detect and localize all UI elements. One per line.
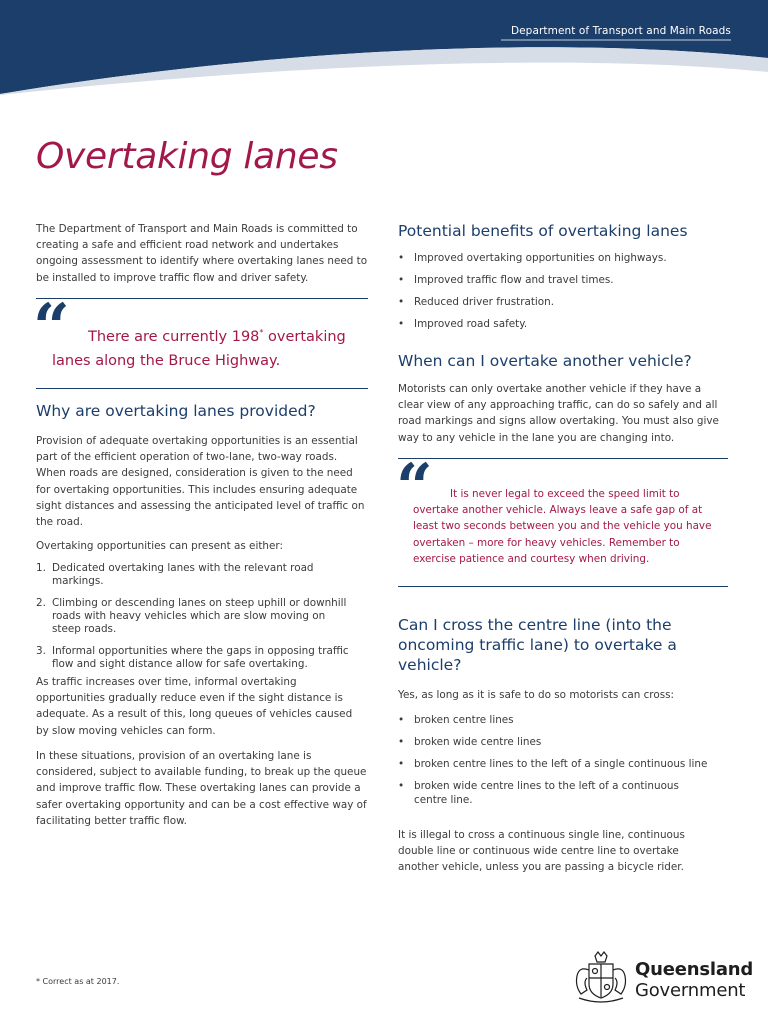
divider (398, 586, 728, 587)
list-item (36, 597, 356, 636)
when-paragraph: Motorists can only overtake another vehicle if they have a clear view of any approaching traffic, can do so safely and all road markings and signs allow overtaking. You must also give way to any vehicle in the lane you are changing into. (398, 383, 719, 444)
list-number: 1. (36, 562, 46, 574)
logo-line-2: Government (635, 980, 746, 1001)
why-heading: Why are overtaking lanes provided? (36, 402, 316, 420)
opportunities-list (36, 562, 356, 671)
header-swoosh-graphic (0, 0, 768, 95)
benefits-heading: Potential benefits of overtaking lanes (398, 222, 688, 240)
when-quote: It is never legal to exceed the speed limit to overtake another vehicle. Always leave a safe gap of at least two seconds between you and the vehicle you have overtaken – more for heavy vehicles. Remember to exercise patience and courtesy when driving. (413, 488, 712, 565)
intro-paragraph: The Department of Transport and Main Roads is committed to creating a safe and efficient road network and undertakes ongoing assessment to identify where overtaking lanes need to be installed to improve traffic flow and driver safety. (36, 223, 368, 284)
list-item: • Improved overtaking opportunities on highways. (398, 251, 728, 265)
quote-icon: “ (396, 450, 433, 525)
divider (398, 458, 728, 459)
coat-of-arms-icon (571, 950, 631, 1006)
list-item (36, 645, 356, 671)
divider (36, 388, 368, 389)
list-item: • Reduced driver frustration. (398, 295, 728, 309)
list-item (36, 562, 356, 588)
list-item: • Improved traffic flow and travel times. (398, 273, 728, 287)
pull-quote (52, 321, 362, 373)
cross-list (398, 713, 728, 807)
list-number: 2. (36, 597, 46, 609)
why-paragraph-3: As traffic increases over time, informal overtaking opportunities gradually reduce even if the sight distance is adequate. As a result of this, long queues of vehicles caused by slow moving vehicles can form. (36, 676, 353, 737)
list-text: Dedicated overtaking lanes with the relevant road markings. (52, 562, 314, 587)
pull-quote-text-before: There are currently 198 (88, 328, 260, 345)
why-paragraph-4: In these situations, provision of an overtaking lane is considered, subject to available funding, to break up the queue and improve traffic flow. These overtaking lanes can provide a safer overtaking opportunity and can be a cost effective way of facilitating better traffic flow. (36, 750, 367, 827)
cross-paragraph: It is illegal to cross a continuous single line, continuous double line or continuous wide centre line to overtake another vehicle, unless you are passing a bicycle rider. (398, 829, 685, 874)
list-item: • broken centre lines (398, 713, 728, 727)
list-item: • broken wide centre lines (398, 735, 728, 749)
when-heading: When can I overtake another vehicle? (398, 352, 692, 370)
why-paragraph-1: Provision of adequate overtaking opportunities is an essential part of the efficient operation of two-lane, two-way roads. When roads are designed, consideration is given to the need for overtaking opportunities. This includes ensuring adequate sight distances and assessing the anticipated level of traffic on the road. (36, 435, 365, 529)
cross-heading: Can I cross the centre line (into the oncoming traffic lane) to overtake a vehicle? (398, 616, 677, 674)
list-text: Climbing or descending lanes on steep uphill or downhill roads with heavy vehicles which are slow moving on steep roads. (52, 597, 347, 635)
cross-intro: Yes, as long as it is safe to do so motorists can cross: (398, 689, 675, 701)
department-name: Department of Transport and Main Roads (510, 25, 731, 37)
list-item: • broken wide centre lines to the left of a continuous centre line. (398, 779, 728, 807)
list-item: • broken centre lines to the left of a single continuous line (398, 757, 728, 771)
page-header (0, 0, 768, 95)
benefits-list (398, 251, 728, 331)
why-paragraph-2: Overtaking opportunities can present as either: (36, 540, 283, 552)
logo-line-1: Queensland (635, 959, 754, 980)
page-title: Overtaking lanes (36, 136, 338, 177)
footnote: * Correct as at 2017. (36, 977, 120, 986)
list-number: 3. (36, 645, 46, 657)
list-item: • Improved road safety. (398, 317, 728, 331)
divider (36, 298, 368, 299)
pull-quote-text-after: overtaking lanes along the Bruce Highway. (52, 328, 346, 369)
list-text: Informal opportunities where the gaps in opposing traffic flow and sight distance allow for safe overtaking. (52, 645, 349, 670)
quote-icon: “ (33, 290, 70, 365)
pull-quote-superscript: * (259, 328, 264, 337)
queensland-government-logo (571, 950, 754, 1006)
